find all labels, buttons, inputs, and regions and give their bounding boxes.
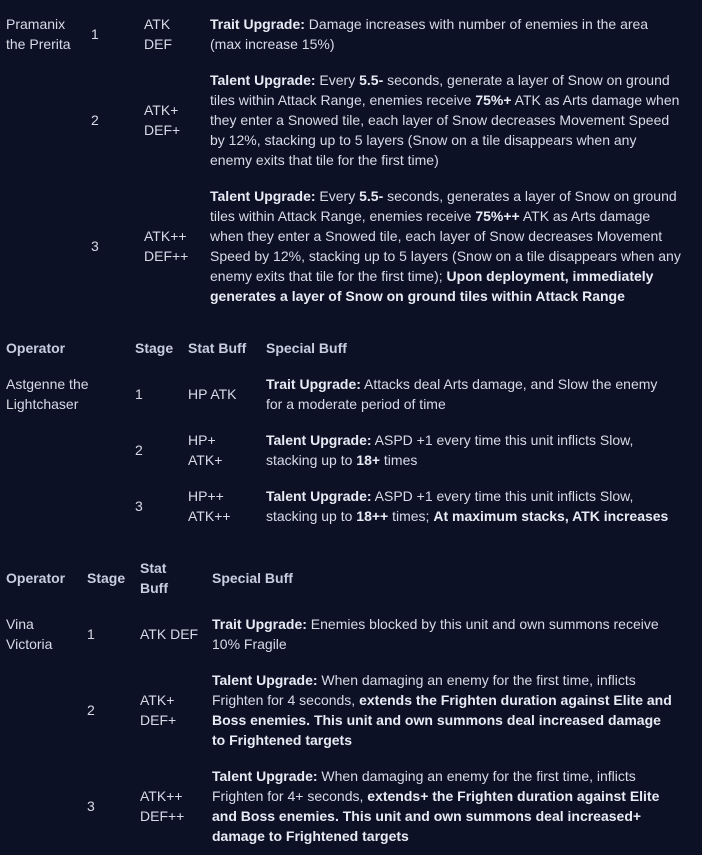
buff-text: Attacks deal Arts damage, and Slow the enemy for a moderate period of time <box>266 376 658 412</box>
buff-text: Every <box>315 188 360 204</box>
buff-text-bold: Upon deployment, immediately generates a layer of Snow on ground tiles within Attack Range <box>210 268 654 304</box>
special-buff-cell <box>212 614 672 654</box>
buff-text-bold: 5.5- <box>359 72 384 88</box>
operator-name: Vina Victoria <box>6 616 53 652</box>
stat-buff-cell: ATK+ DEF+ <box>144 102 181 138</box>
buff-text: Damage increases with number of enemies in the area (max increase 15%) <box>210 16 649 52</box>
buff-type-label: Trait Upgrade: <box>212 616 307 632</box>
stat-buff-cell: ATK++ DEF++ <box>144 228 189 264</box>
header-stage: Stage <box>87 570 126 586</box>
stat-buff-cell: HP+ ATK+ <box>188 432 223 468</box>
buff-type-label: Talent Upgrade: <box>210 72 316 88</box>
special-buff-cell <box>210 70 682 170</box>
special-buff-cell <box>266 486 686 526</box>
special-buff-cell <box>266 374 666 414</box>
special-buff-cell <box>210 186 682 306</box>
operator-name: Astgenne the Lightchaser <box>6 376 89 412</box>
buff-type-label: Talent Upgrade: <box>212 672 318 688</box>
header-special-buff: Special Buff <box>266 340 347 356</box>
buff-text: ASPD +1 every time this unit inflicts Slow, stacking up to <box>266 432 634 468</box>
buff-text-bold: 18++ <box>356 508 389 524</box>
buff-text-bold: 18+ <box>356 452 381 468</box>
buff-text: ASPD +1 every time this unit inflicts Slow, stacking up to <box>266 488 634 524</box>
stage-cell: 2 <box>135 442 143 458</box>
stage-cell: 3 <box>91 238 99 254</box>
buff-type-label: Trait Upgrade: <box>266 376 361 392</box>
stage-cell: 2 <box>87 702 95 718</box>
special-buff-cell <box>212 766 672 846</box>
header-stat-buff: Stat Buff <box>140 560 168 596</box>
special-buff-cell <box>210 14 680 54</box>
buff-text: When damaging an enemy for the first time, inflicts Frighten for <box>212 768 636 804</box>
buff-text: seconds, <box>303 788 368 804</box>
stat-buff-cell: ATK DEF <box>144 16 172 52</box>
stage-cell: 1 <box>135 386 143 402</box>
buff-type-label: Talent Upgrade: <box>212 768 318 784</box>
buff-type-label: Talent Upgrade: <box>266 432 372 448</box>
buff-type-label: Talent Upgrade: <box>266 488 372 504</box>
buff-text: times; <box>388 508 434 524</box>
header-stat-buff: Stat Buff <box>188 340 247 356</box>
buff-text: seconds, generates a layer of Snow on ground tiles within Attack Range, enemies receive <box>210 188 677 224</box>
stat-buff-cell: HP ATK <box>188 386 237 402</box>
stat-buff-cell: ATK++ DEF++ <box>140 788 185 824</box>
special-buff-cell <box>212 670 672 750</box>
stage-cell: 3 <box>87 798 95 814</box>
header-operator: Operator <box>6 570 66 586</box>
stat-buff-cell: ATK+ DEF+ <box>140 692 177 728</box>
buff-text-bold: extends+ the Frighten duration against Elite and Boss enemies. This unit and own summons deal increased+ damage to Frightened targets <box>212 788 660 844</box>
stage-cell: 1 <box>91 26 99 42</box>
header-special-buff: Special Buff <box>212 570 293 586</box>
header-operator: Operator <box>6 340 66 356</box>
header-stage: Stage <box>135 340 174 356</box>
stage-cell: 1 <box>87 626 95 642</box>
buff-text: 4+ <box>287 788 304 804</box>
buff-text-bold: At maximum stacks, ATK increases <box>433 508 669 524</box>
buff-text: Enemies blocked by this unit and own summons receive 10% Fragile <box>212 616 659 652</box>
buff-text: When damaging an enemy for the first time, inflicts Frighten for 4 seconds, <box>212 672 636 708</box>
stat-buff-cell: HP++ ATK++ <box>188 488 231 524</box>
stage-cell: 2 <box>91 112 99 128</box>
buff-type-label: Trait Upgrade: <box>210 16 305 32</box>
buff-text: seconds, generate a layer of Snow on ground tiles within Attack Range, enemies receive <box>210 72 670 108</box>
buff-text-bold: 5.5- <box>359 188 384 204</box>
buff-text: Every <box>315 72 360 88</box>
buff-text: ATK as Arts damage when they enter a Snowed tile, each layer of Snow decreases Movement Speed by 12%, stacking up to 5 layers (Snow on a tile disappears when any enemy exits that tile for the first time); <box>210 208 681 284</box>
buff-type-label: Talent Upgrade: <box>210 188 316 204</box>
special-buff-cell <box>266 430 666 470</box>
stage-cell: 3 <box>135 498 143 514</box>
buff-text: ATK as Arts damage when they enter a Snowed tile, each layer of Snow decreases Movement Speed by 12%, stacking up to 5 layers (Snow on a tile disappears when any enemy exits that tile for the first time) <box>210 92 680 168</box>
buff-text: times <box>380 452 418 468</box>
buff-text-bold: 75%+ <box>475 92 512 108</box>
buff-text-bold: extends the Frighten duration against Elite and Boss enemies. This unit and own summons deal increased damage to Frightened targets <box>212 692 672 748</box>
buff-text-bold: 75%++ <box>475 208 520 224</box>
stat-buff-cell: ATK DEF <box>140 626 199 642</box>
operator-name: Pramanix the Prerita <box>6 16 71 52</box>
